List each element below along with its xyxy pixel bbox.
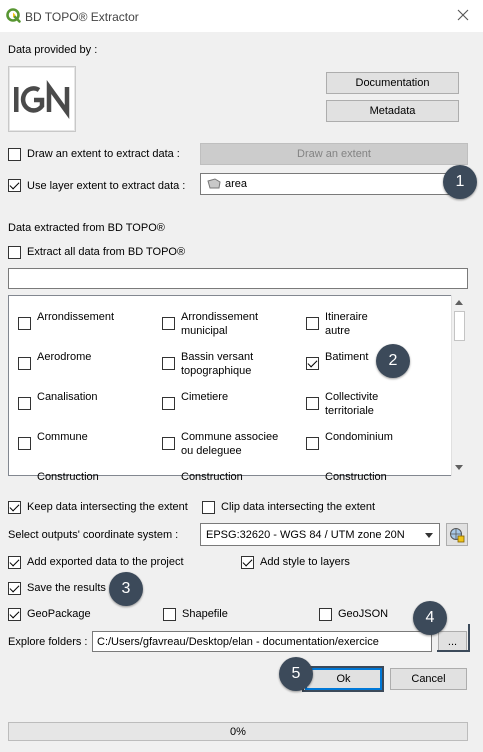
- add-to-project-checkbox[interactable]: [8, 556, 21, 569]
- layer-label: Arrondissement municipal: [181, 311, 259, 337]
- clip-intersecting-checkbox[interactable]: [202, 501, 215, 514]
- clip-intersecting-label: Clip data intersecting the extent: [221, 501, 376, 513]
- progress-bar: [8, 722, 468, 741]
- layer-checkbox[interactable]: [162, 317, 175, 330]
- ign-logo: [8, 66, 76, 132]
- layer-label: Canalisation: [37, 391, 98, 403]
- layer-extent-value: area: [225, 178, 248, 190]
- layer-label: Aerodrome: [37, 351, 92, 363]
- layer-checkbox[interactable]: [162, 357, 175, 370]
- extract-all-label: Extract all data from BD TOPO®: [27, 246, 186, 258]
- layer-label: Cimetiere: [181, 391, 229, 403]
- shapefile-label: Shapefile: [182, 608, 228, 620]
- crs-value: EPSG:32620 - WGS 84 / UTM zone 20N: [206, 528, 405, 541]
- window-title: BD TOPO® Extractor: [25, 10, 139, 24]
- layer-label: Commune associee ou deleguee: [181, 431, 279, 457]
- keep-intersecting-label: Keep data intersecting the extent: [27, 501, 188, 513]
- layer-checkbox[interactable]: [18, 357, 31, 370]
- layer-checkbox[interactable]: [162, 437, 175, 450]
- save-results-label: Save the results: [27, 582, 106, 594]
- globe-crs-icon: [449, 527, 465, 543]
- documentation-button[interactable]: Documentation: [326, 72, 459, 94]
- save-results-checkbox[interactable]: [8, 582, 21, 595]
- chevron-down-icon: [425, 533, 433, 538]
- layer-checkbox[interactable]: [306, 357, 319, 370]
- geopackage-checkbox[interactable]: [8, 608, 21, 621]
- layer-extent-label: Use layer extent to extract data :: [27, 180, 186, 192]
- layer-label: Itineraire autre: [325, 311, 368, 337]
- qgis-logo-icon: [6, 8, 21, 23]
- geojson-label: GeoJSON: [338, 608, 389, 620]
- data-section-heading: Data extracted from BD TOPO®: [8, 222, 165, 234]
- draw-extent-button[interactable]: Draw an extent: [200, 143, 468, 165]
- layer-search-input[interactable]: [8, 268, 468, 289]
- layer-checkbox[interactable]: [18, 437, 31, 450]
- add-to-project-label: Add exported data to the project: [27, 556, 184, 568]
- shapefile-checkbox[interactable]: [163, 608, 176, 621]
- ok-button[interactable]: Ok: [305, 668, 382, 690]
- explore-folders-label: Explore folders :: [8, 636, 88, 648]
- scroll-up-icon[interactable]: [455, 300, 463, 305]
- layer-label: Condominium: [325, 431, 393, 443]
- polygon-layer-icon: [206, 178, 222, 190]
- folder-path-value: C:/Users/gfavreau/Desktop/elan - documentation/exercice: [97, 635, 379, 648]
- layer-label: [181, 470, 243, 475]
- annotation-badge-5: 5: [279, 657, 313, 691]
- layer-checkbox[interactable]: [306, 397, 319, 410]
- cancel-button[interactable]: Cancel: [390, 668, 467, 690]
- browse-folder-button[interactable]: ...: [438, 631, 467, 652]
- metadata-button[interactable]: Metadata: [326, 100, 459, 122]
- draw-extent-label: Draw an extent to extract data :: [27, 148, 180, 160]
- add-style-checkbox[interactable]: [241, 556, 254, 569]
- annotation-badge-1: 1: [443, 165, 477, 199]
- layer-label: Arrondissement: [37, 311, 115, 323]
- callout-5-frame: [302, 666, 384, 692]
- annotation-badge-3: 3: [109, 572, 143, 606]
- layer-checkbox[interactable]: [18, 317, 31, 330]
- layer-label: [325, 470, 387, 475]
- draw-extent-checkbox[interactable]: [8, 148, 21, 161]
- annotation-badge-2: 2: [376, 344, 410, 378]
- crs-label: Select outputs' coordinate system :: [8, 529, 179, 541]
- layer-checkbox[interactable]: [306, 437, 319, 450]
- provided-by-label: Data provided by :: [8, 44, 98, 56]
- layer-extent-combobox[interactable]: [200, 173, 450, 195]
- layer-checkbox[interactable]: [162, 397, 175, 410]
- layer-label: [37, 470, 99, 475]
- layer-extent-checkbox[interactable]: [8, 179, 21, 192]
- layer-label: Collectivite territoriale: [325, 391, 379, 417]
- geojson-checkbox[interactable]: [319, 608, 332, 621]
- progress-label: 0%: [230, 725, 246, 738]
- layer-checkbox[interactable]: [306, 317, 319, 330]
- close-icon[interactable]: [455, 7, 471, 23]
- extract-all-checkbox[interactable]: [8, 246, 21, 259]
- crs-selector-button[interactable]: [446, 523, 468, 546]
- crs-combobox[interactable]: [200, 523, 440, 546]
- folder-path-input[interactable]: [92, 631, 432, 652]
- scroll-thumb[interactable]: [454, 311, 465, 341]
- geopackage-label: GeoPackage: [27, 608, 91, 620]
- layer-checkbox[interactable]: [18, 397, 31, 410]
- layer-label: Commune: [37, 431, 88, 443]
- add-style-label: Add style to layers: [260, 556, 350, 568]
- keep-intersecting-checkbox[interactable]: [8, 501, 21, 514]
- layer-label: Bassin versant topographique: [181, 351, 254, 377]
- scroll-down-icon[interactable]: [455, 465, 463, 470]
- annotation-badge-4: 4: [413, 601, 447, 635]
- layer-label: Batiment: [325, 351, 369, 363]
